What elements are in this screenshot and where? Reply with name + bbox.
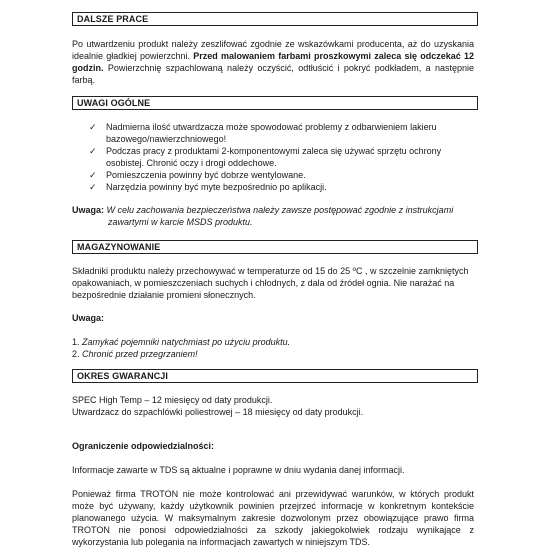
section-heading-magazynowanie: MAGAZYNOWANIE — [72, 240, 478, 254]
ograniczenie-paragraph-2: Ponieważ firma TROTON nie może kontrolować ani przewidywać warunków, w których produkt może być używany, każdy użytkownik powinien przejrzeć informacje w konkretnym kontekście planowanego użycia. W maksymalnym zakresie dozwolonym przez obowiązujące prawo firma TROTON nie ponosi odpowiedzialności za szkody jakiegokolwiek rodzaju wynikające z wykorzystania lub polegania na informacjach zawartych w niniejszym TDS. — [72, 489, 474, 547]
list-item — [72, 121, 472, 145]
magazynowanie-note-label: Uwaga: — [72, 313, 105, 323]
list-item — [72, 169, 472, 181]
section-heading-uwagi-ogolne: UWAGI OGÓLNE — [72, 96, 478, 110]
list-number: 2. — [72, 349, 80, 359]
gwarancja-line-2: Utwardzacz do szpachlówki poliestrowej – 18 miesięcy od daty produkcji. — [72, 407, 364, 417]
section-heading-dalsze-prace: DALSZE PRACE — [72, 12, 478, 26]
ograniczenie-heading: Ograniczenie odpowiedzialności: — [72, 441, 215, 451]
magazynowanie-paragraph: Składniki produktu należy przechowywać w temperaturze od 15 do 25 ºC , w szczelnie zamkniętych opakowaniach, w pomieszczeniach suchych i chłodnych, z dala od źródeł ognia. Nie narażać na bezpośrednie działanie promieni słonecznych. — [72, 266, 469, 300]
note-line-2: zawartymi w karcie MSDS produktu. — [108, 217, 253, 227]
note-line-1: W celu zachowania bezpieczeństwa należy zawsze postępować zgodnie z instrukcjami — [104, 205, 454, 215]
check-icon: ✓ — [89, 122, 97, 132]
list-item — [72, 145, 472, 169]
check-icon: ✓ — [89, 182, 97, 192]
uwagi-ogolne-note — [72, 204, 474, 228]
list-number: 1. — [72, 337, 80, 347]
list-item-text: Podczas pracy z produktami 2-komponentowymi zaleca się używać sprzętu ochrony osobistej. Chronić oczy i drogi oddechowe. — [106, 146, 442, 168]
gwarancja-line-1: SPEC High Temp – 12 miesięcy od daty produkcji. — [72, 395, 273, 405]
list-item-text: Zamykać pojemniki natychmiast po użyciu produktu. — [82, 337, 291, 347]
dalsze-prace-text-bold: Przed malowaniem farbami proszkowymi zaleca się odczekać 12 godzin. — [72, 51, 474, 73]
dalsze-prace-paragraph — [72, 38, 474, 86]
note-label: Uwaga: — [72, 205, 105, 215]
list-item-text: Narzędzia powinny być myte bezpośrednio po aplikacji. — [106, 182, 327, 192]
ograniczenie-paragraph-1: Informacje zawarte w TDS są aktualne i poprawne w dniu wydania danej informacji. — [72, 465, 405, 475]
check-icon: ✓ — [89, 146, 97, 156]
section-heading-okres-gwarancji: OKRES GWARANCJI — [72, 369, 478, 383]
list-item-text: Nadmierna ilość utwardzacza może spowodować problemy z odbarwieniem lakieru bazowego/nawierzchniowego! — [106, 122, 437, 144]
okres-gwarancji-text — [72, 394, 474, 418]
check-icon: ✓ — [89, 170, 97, 180]
list-item-text: Chronić przed przegrzaniem! — [82, 349, 198, 359]
list-item — [72, 348, 474, 360]
list-item-text: Pomieszczenia powinny być dobrze wentylowane. — [106, 170, 306, 180]
dalsze-prace-text-a: Po utwardzeniu produkt należy zeszlifować zgodnie ze wskazówkami producenta, aż do uzyskania idealnie gładkiej powierzchni. — [72, 39, 474, 61]
list-item — [72, 336, 474, 348]
dalsze-prace-text-c: Powierzchnię szpachlowaną należy oczyścić, odtłuścić i pokryć podkładem, a następnie farbą. — [72, 63, 474, 85]
magazynowanie-list — [72, 336, 474, 360]
uwagi-ogolne-list — [72, 121, 472, 193]
list-item — [72, 181, 472, 193]
